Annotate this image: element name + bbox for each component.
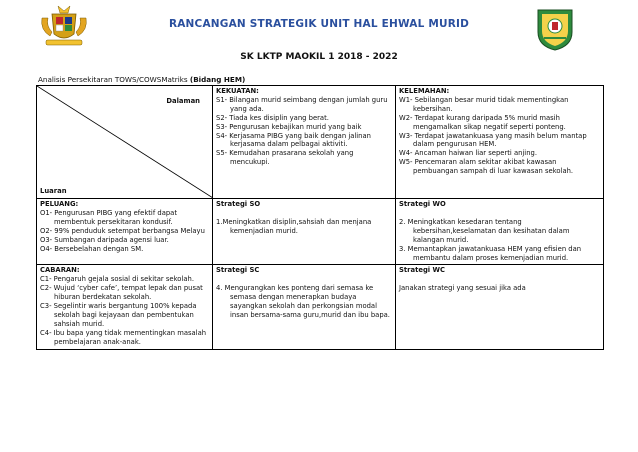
so-strategy-cell (213, 199, 396, 265)
opportunities-cell (37, 199, 213, 265)
caption-text: Analisis Persekitaran TOWS/COWSMatriks (38, 75, 190, 84)
table-row (37, 86, 604, 199)
label-dalaman: Dalaman (166, 97, 200, 105)
weaknesses-heading: KELEMAHAN: (399, 87, 450, 95)
caption-bold: (Bidang HEM) (189, 75, 246, 84)
tows-matrix-table (36, 85, 604, 350)
list-item: S1- Bilangan murid seimbang dengan jumlah guru yang ada. (216, 95, 388, 113)
list-item: Janakan strategi yang sesuai jika ada (399, 284, 526, 293)
list-item: O2- 99% penduduk setempat berbangsa Melayu (40, 226, 205, 235)
sc-strategy-cell (213, 265, 396, 349)
list-item: C2- Wujud ‘cyber cafe’, tempat lepak dan pusat hiburan berdekatan sekolah. (40, 284, 203, 302)
strengths-heading: KEKUATAN: (216, 87, 259, 95)
wc-heading: Strategi WC (399, 266, 445, 275)
strengths-cell (213, 86, 396, 199)
list-item: W5- Pencemaran alam sekitar akibat kawasan pembuangan sampah di luar kawasan sekolah. (399, 158, 574, 176)
list-item: S5- Kemudahan prasarana sekolah yang mencukupi. (216, 149, 354, 167)
list-item: 2. Meningkatkan kesedaran tentang kebersihan,keselamatan dan kesihatan dalam kalangan murid. (399, 217, 570, 244)
sc-heading: Strategi SC (216, 266, 260, 275)
list-item: C4- Ibu bapa yang tidak mementingkan masalah pembelajaran anak-anak. (40, 328, 207, 346)
list-item: O4- Bersebelahan dengan SM. (40, 244, 144, 253)
list-item: S2- Tiada kes disiplin yang berat. (216, 113, 329, 122)
list-item: W4- Ancaman haiwan liar seperti anjing. (399, 149, 537, 158)
table-caption (38, 75, 245, 84)
document-title: RANCANGAN STRATEGIK UNIT HAL EHWAL MURID (168, 18, 470, 30)
list-item: O1- Pengurusan PIBG yang efektif dapat membentuk persekitaran kondusif. (40, 208, 177, 226)
wc-strategy-cell (396, 265, 604, 349)
threats-cell (37, 265, 213, 349)
document-subtitle: SK LKTP MAOKIL 1 2018 - 2022 (240, 52, 398, 62)
wo-heading: Strategi WO (399, 200, 446, 208)
threats-heading: CABARAN: (40, 266, 80, 275)
list-item: C1- Pengaruh gejala sosial di sekitar sekolah. (40, 275, 194, 284)
list-item: W1- Sebilangan besar murid tidak mementingkan kebersihan. (399, 95, 569, 113)
list-item: W3- Terdapat jawatankuasa yang masih belum mantap dalam pengurusan HEM. (399, 131, 587, 149)
list-item: 1.Meningkatkan disiplin,sahsiah dan menjana kemenjadian murid. (216, 217, 372, 235)
weaknesses-cell (396, 86, 604, 199)
corner-cell (37, 86, 213, 199)
opportunities-heading: PELUANG: (40, 200, 79, 208)
list-item: 4. Mengurangkan kes ponteng dari semasa ke semasa dengan menerapkan budaya sayangkan sekolah dan perkongsian modal insan bersama-sama guru,murid dan ibu bapa. (216, 284, 390, 320)
list-item: S3- Pengurusan kebajikan murid yang baik (216, 122, 362, 131)
so-heading: Strategi SO (216, 200, 261, 208)
list-item: S4- Kerjasama PIBG yang baik dengan jalinan kerjasama dalam pelbagai aktiviti. (216, 131, 371, 149)
list-item: 3. Memantapkan jawatankuasa HEM yang efisien dan membantu dalam proses kemenjadian murid. (399, 244, 582, 262)
wo-strategy-cell (396, 199, 604, 265)
label-luaran: Luaran (40, 187, 67, 196)
list-item: O3- Sumbangan daripada agensi luar. (40, 235, 169, 244)
list-item: C3- Segelintir waris bergantung 100% kepada sekolah bagi kejayaan dan pembentukan sahsiah murid. (40, 302, 197, 328)
table-row (37, 199, 604, 265)
table-row (37, 265, 604, 349)
list-item: W2- Terdapat kurang daripada 5% murid masih mengamalkan sikap negatif seperti ponteng. (399, 113, 566, 131)
